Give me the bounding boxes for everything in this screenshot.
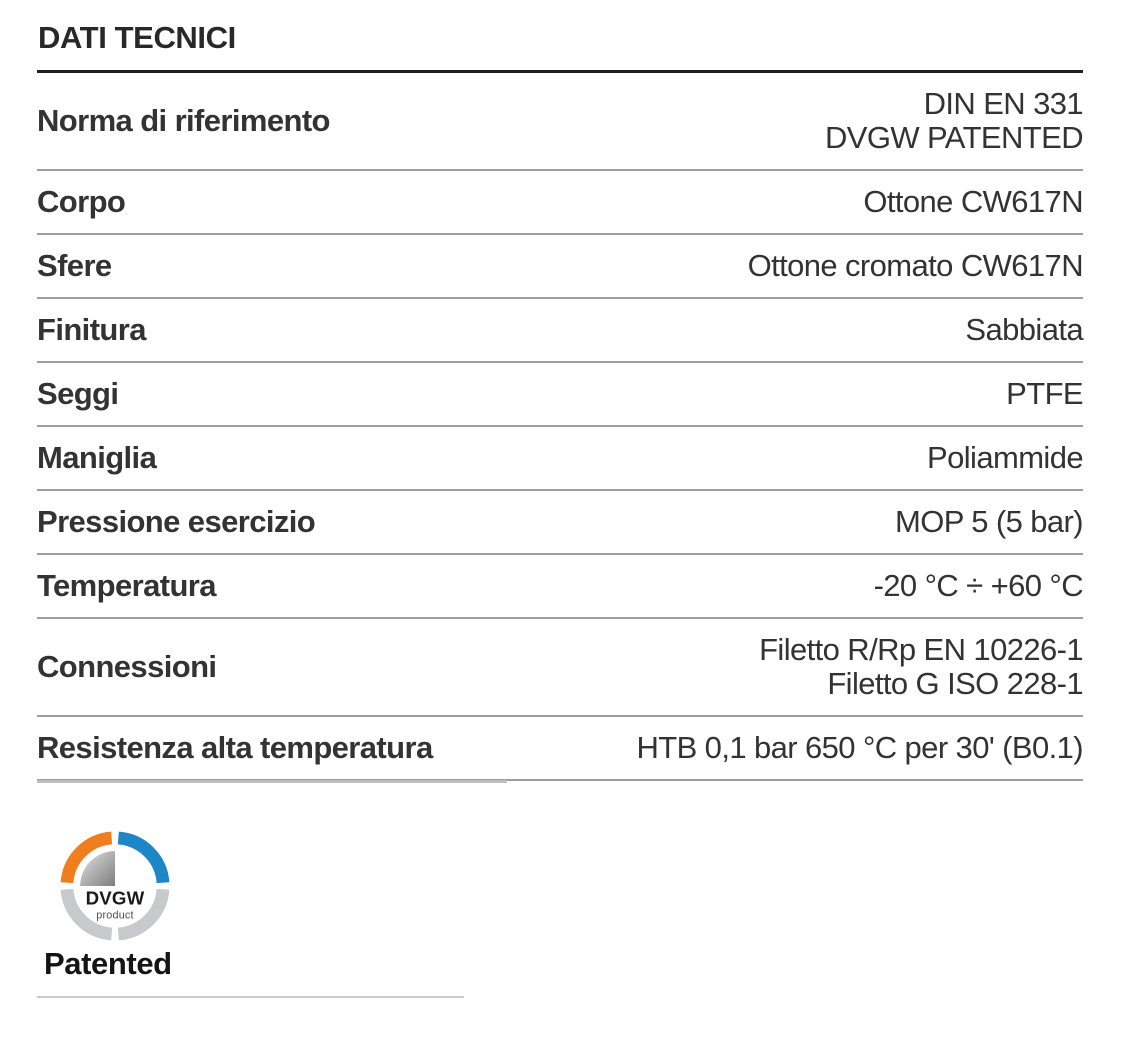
technical-data-table	[37, 0, 1083, 781]
spec-value	[965, 313, 1083, 347]
spec-value	[759, 633, 1083, 701]
datasheet	[37, 0, 1083, 998]
table-row	[37, 299, 1083, 363]
spec-value	[874, 569, 1083, 603]
table-row	[37, 619, 1083, 717]
table-row	[37, 717, 1083, 781]
spec-value-line: Sabbiata	[965, 312, 1083, 347]
spec-label: Pressione esercizio	[37, 504, 316, 539]
spec-value-line: -20 °C ÷ +60 °C	[873, 568, 1083, 603]
spec-value-line: MOP 5 (5 bar)	[894, 504, 1083, 539]
spec-value-line: Filetto R/Rp EN 10226-1	[759, 632, 1083, 667]
spec-value-line: PTFE	[1006, 376, 1083, 411]
section-divider	[37, 996, 464, 998]
table-row	[37, 491, 1083, 555]
spec-value-line: Ottone CW617N	[863, 184, 1083, 219]
table-row	[37, 555, 1083, 619]
logo-main-label: DVGW	[85, 887, 145, 909]
logo-arc-blue-icon	[118, 838, 163, 883]
table-row	[37, 235, 1083, 299]
patented-caption: Patented	[44, 946, 172, 981]
spec-value	[895, 505, 1083, 539]
spec-value	[1006, 377, 1083, 411]
spec-value	[927, 441, 1083, 475]
spec-label: Sfere	[37, 248, 112, 283]
certification-block	[37, 831, 1083, 981]
spec-value	[636, 731, 1083, 765]
table-row	[37, 73, 1083, 171]
dvgw-product-logo-icon	[60, 831, 170, 941]
spec-label: Maniglia	[37, 440, 157, 475]
spec-value	[863, 185, 1083, 219]
table-title: DATI TECNICI	[37, 0, 1083, 73]
spec-label: Norma di riferimento	[37, 103, 330, 138]
spec-value	[748, 249, 1083, 283]
spec-value-line: Ottone cromato CW617N	[747, 248, 1083, 283]
table-row	[37, 171, 1083, 235]
table-row	[37, 427, 1083, 491]
spec-value-line: Filetto G ISO 228-1	[827, 666, 1083, 701]
spec-label: Connessioni	[37, 649, 217, 684]
logo-sub-label: product	[96, 909, 134, 922]
spec-label: Resistenza alta temperatura	[37, 730, 433, 765]
spec-label: Seggi	[37, 376, 119, 411]
spec-label: Corpo	[37, 184, 126, 219]
spec-label: Temperatura	[37, 568, 216, 603]
spec-value-line: Poliammide	[927, 440, 1083, 475]
spec-value-line: DVGW PATENTED	[824, 120, 1083, 155]
spec-label: Finitura	[37, 312, 146, 347]
spec-value-line: DIN EN 331	[923, 86, 1083, 121]
table-row	[37, 363, 1083, 427]
spec-value	[825, 87, 1083, 155]
table-bottom-overlap-line	[37, 780, 507, 783]
spec-value-line: HTB 0,1 bar 650 °C per 30' (B0.1)	[636, 730, 1083, 765]
